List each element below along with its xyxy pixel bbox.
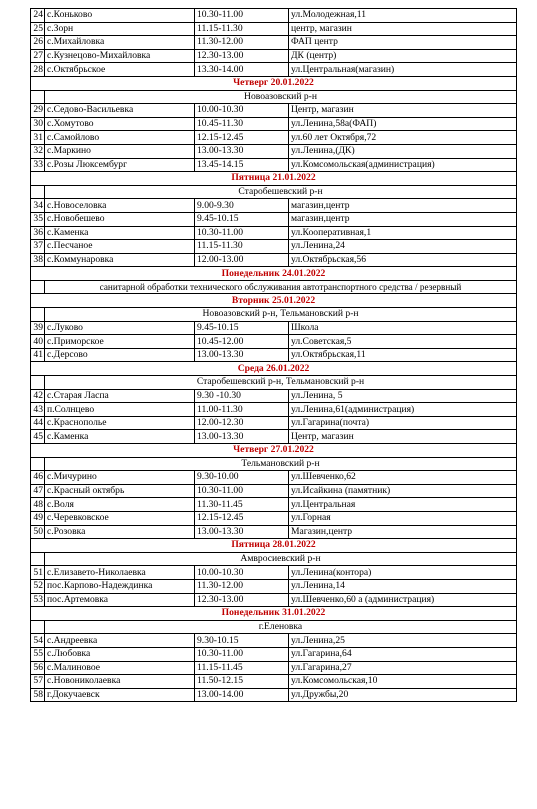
place-cell: с.Малиновое xyxy=(45,661,195,675)
time-cell: 9.30 -10.30 xyxy=(195,389,289,403)
place-cell: пос.Артемовка xyxy=(45,593,195,607)
place-cell: с.Новобешево xyxy=(45,212,195,226)
time-cell: 13.30-14.00 xyxy=(195,63,289,77)
place-cell: с.Розы Люксембург xyxy=(45,158,195,172)
address-cell: Центр, магазин xyxy=(289,430,517,444)
table-row xyxy=(31,117,517,131)
time-cell: 11.15-11.30 xyxy=(195,240,289,254)
time-cell: 9.30-10.15 xyxy=(195,634,289,648)
place-cell: с.Андреевка xyxy=(45,634,195,648)
time-cell: 10.30-11.00 xyxy=(195,226,289,240)
address-cell: Магазин,центр xyxy=(289,525,517,539)
table-row xyxy=(31,389,517,403)
table-row xyxy=(31,131,517,145)
place-cell: с.Октябрьское xyxy=(45,63,195,77)
time-cell: 9.00-9.30 xyxy=(195,199,289,213)
time-cell: 9.45-10.15 xyxy=(195,212,289,226)
address-cell: ул.Центральная(магазин) xyxy=(289,63,517,77)
note-row xyxy=(31,280,517,294)
region-name: Тельмановский р-н xyxy=(45,457,517,471)
table-row xyxy=(31,647,517,661)
place-cell: г.Докучаевск xyxy=(45,688,195,702)
day-header-row xyxy=(31,444,517,458)
time-cell: 11.00-11.30 xyxy=(195,403,289,417)
time-cell: 10.00-10.30 xyxy=(195,566,289,580)
blank-number-cell xyxy=(31,185,45,199)
time-cell: 13.00-13.30 xyxy=(195,348,289,362)
row-number: 32 xyxy=(31,144,45,158)
time-cell: 13.00-13.30 xyxy=(195,430,289,444)
address-cell: ул.Исайкина (памятник) xyxy=(289,484,517,498)
table-row xyxy=(31,661,517,675)
address-cell: ул.Советская,5 xyxy=(289,335,517,349)
row-number: 38 xyxy=(31,253,45,267)
time-cell: 13.45-14.15 xyxy=(195,158,289,172)
time-cell: 9.30-10.00 xyxy=(195,471,289,485)
row-number: 28 xyxy=(31,63,45,77)
row-number: 52 xyxy=(31,579,45,593)
time-cell: 10.30-11.00 xyxy=(195,9,289,23)
address-cell: ул.Ленина,25 xyxy=(289,634,517,648)
address-cell: ул.Октябрьская,11 xyxy=(289,348,517,362)
address-cell: ул.Ленина, 5 xyxy=(289,389,517,403)
day-header: Вторник 25.01.2022 xyxy=(31,294,517,308)
time-cell: 11.50-12.15 xyxy=(195,675,289,689)
table-row xyxy=(31,688,517,702)
row-number: 31 xyxy=(31,131,45,145)
table-row xyxy=(31,566,517,580)
place-cell: с.Михайловка xyxy=(45,36,195,50)
region-name: г.Еленовка xyxy=(45,620,517,634)
place-cell: с.Черевковское xyxy=(45,511,195,525)
time-cell: 12.15-12.45 xyxy=(195,511,289,525)
address-cell: ул.Комсомольская,10 xyxy=(289,675,517,689)
schedule-table-body xyxy=(31,9,517,702)
place-cell: с.Хомутово xyxy=(45,117,195,131)
time-cell: 10.00-10.30 xyxy=(195,104,289,118)
blank-number-cell xyxy=(31,376,45,390)
address-cell: ул.Ленина,58а(ФАП) xyxy=(289,117,517,131)
time-cell: 13.00-13.30 xyxy=(195,144,289,158)
table-row xyxy=(31,525,517,539)
address-cell: центр, магазин xyxy=(289,22,517,36)
address-cell: ул.60 лет Октября,72 xyxy=(289,131,517,145)
time-cell: 12.30-13.00 xyxy=(195,49,289,63)
table-row xyxy=(31,9,517,23)
row-number: 37 xyxy=(31,240,45,254)
time-cell: 12.30-13.00 xyxy=(195,593,289,607)
region-header-row xyxy=(31,620,517,634)
row-number: 44 xyxy=(31,416,45,430)
address-cell: магазин,центр xyxy=(289,212,517,226)
address-cell: ул.Ленина,61(администрация) xyxy=(289,403,517,417)
row-number: 51 xyxy=(31,566,45,580)
blank-number-cell xyxy=(31,308,45,322)
time-cell: 9.45-10.15 xyxy=(195,321,289,335)
place-cell: с.Краснополье xyxy=(45,416,195,430)
day-header: Понедельник 31.01.2022 xyxy=(31,607,517,621)
row-number: 36 xyxy=(31,226,45,240)
time-cell: 10.30-11.00 xyxy=(195,484,289,498)
place-cell: с.Самойлово xyxy=(45,131,195,145)
address-cell: Центр, магазин xyxy=(289,104,517,118)
region-header-row xyxy=(31,552,517,566)
table-row xyxy=(31,63,517,77)
address-cell: ул.Комсомольская(администрация) xyxy=(289,158,517,172)
day-header: Четверг 20.01.2022 xyxy=(31,76,517,90)
table-row xyxy=(31,158,517,172)
place-cell: с.Дерсово xyxy=(45,348,195,362)
region-name: Старобешевский р-н, Тельмановский р-н xyxy=(45,376,517,390)
place-cell: с.Мичурино xyxy=(45,471,195,485)
row-number: 34 xyxy=(31,199,45,213)
time-cell: 10.30-11.00 xyxy=(195,647,289,661)
place-cell: с.Старая Ласпа xyxy=(45,389,195,403)
time-cell: 11.15-11.30 xyxy=(195,22,289,36)
time-cell: 11.30-12.00 xyxy=(195,579,289,593)
address-cell: ул.Гагарина,64 xyxy=(289,647,517,661)
day-header: Пятница 21.01.2022 xyxy=(31,172,517,186)
table-row xyxy=(31,36,517,50)
address-cell: ул.Шевченко,62 xyxy=(289,471,517,485)
place-cell: п.Солнцево xyxy=(45,403,195,417)
region-header-row xyxy=(31,185,517,199)
place-cell: с.Новониколаевка xyxy=(45,675,195,689)
time-cell: 11.30-12.00 xyxy=(195,36,289,50)
place-cell: с.Седово-Васильевка xyxy=(45,104,195,118)
table-row xyxy=(31,511,517,525)
row-number: 46 xyxy=(31,471,45,485)
table-row xyxy=(31,22,517,36)
row-number: 42 xyxy=(31,389,45,403)
place-cell: с.Коньково xyxy=(45,9,195,23)
table-row xyxy=(31,144,517,158)
note-text: санитарной обработки технического обслуживания автотранспортного средства / резервный xyxy=(45,280,517,294)
place-cell: пос.Карпово-Надеждинка xyxy=(45,579,195,593)
blank-number-cell xyxy=(31,90,45,104)
row-number: 26 xyxy=(31,36,45,50)
table-row xyxy=(31,593,517,607)
place-cell: с.Каменка xyxy=(45,430,195,444)
table-row xyxy=(31,634,517,648)
address-cell: ул.Ленина,14 xyxy=(289,579,517,593)
address-cell: ФАП центр xyxy=(289,36,517,50)
day-header: Среда 26.01.2022 xyxy=(31,362,517,376)
place-cell: с.Зорн xyxy=(45,22,195,36)
row-number: 27 xyxy=(31,49,45,63)
time-cell: 11.15-11.45 xyxy=(195,661,289,675)
day-header-row xyxy=(31,362,517,376)
address-cell: магазин,центр xyxy=(289,199,517,213)
region-header-row xyxy=(31,376,517,390)
place-cell: с.Любовка xyxy=(45,647,195,661)
region-name: Новоазовский р-н xyxy=(45,90,517,104)
table-row xyxy=(31,498,517,512)
table-row xyxy=(31,430,517,444)
address-cell: ул.Октябрьская,56 xyxy=(289,253,517,267)
day-header-row xyxy=(31,539,517,553)
day-header: Пятница 28.01.2022 xyxy=(31,539,517,553)
table-row xyxy=(31,416,517,430)
address-cell: ДК (центр) xyxy=(289,49,517,63)
day-header: Понедельник 24.01.2022 xyxy=(31,267,517,281)
address-cell: ул.Гагарина(почта) xyxy=(289,416,517,430)
table-row xyxy=(31,212,517,226)
address-cell: ул.Ленина,(ДК) xyxy=(289,144,517,158)
region-header-row xyxy=(31,90,517,104)
schedule-table xyxy=(30,8,517,702)
table-row xyxy=(31,403,517,417)
place-cell: с.Песчаное xyxy=(45,240,195,254)
table-row xyxy=(31,240,517,254)
row-number: 35 xyxy=(31,212,45,226)
row-number: 45 xyxy=(31,430,45,444)
table-row xyxy=(31,579,517,593)
region-name: Старобешевский р-н xyxy=(45,185,517,199)
place-cell: с.Коммунаровка xyxy=(45,253,195,267)
place-cell: с.Елизавето-Николаевка xyxy=(45,566,195,580)
day-header-row xyxy=(31,76,517,90)
time-cell: 12.00-13.00 xyxy=(195,253,289,267)
table-row xyxy=(31,471,517,485)
row-number: 43 xyxy=(31,403,45,417)
time-cell: 12.00-12.30 xyxy=(195,416,289,430)
blank-number-cell xyxy=(31,620,45,634)
region-name: Новоазовский р-н, Тельмановский р-н xyxy=(45,308,517,322)
row-number: 40 xyxy=(31,335,45,349)
table-row xyxy=(31,199,517,213)
table-row xyxy=(31,348,517,362)
row-number: 25 xyxy=(31,22,45,36)
row-number: 55 xyxy=(31,647,45,661)
time-cell: 12.15-12.45 xyxy=(195,131,289,145)
row-number: 48 xyxy=(31,498,45,512)
place-cell: с.Луково xyxy=(45,321,195,335)
day-header-row xyxy=(31,267,517,281)
table-row xyxy=(31,226,517,240)
blank-number-cell xyxy=(31,552,45,566)
table-row xyxy=(31,335,517,349)
place-cell: с.Кузнецово-Михайловка xyxy=(45,49,195,63)
row-number: 57 xyxy=(31,675,45,689)
row-number: 24 xyxy=(31,9,45,23)
place-cell: с.Каменка xyxy=(45,226,195,240)
row-number: 49 xyxy=(31,511,45,525)
blank-number-cell xyxy=(31,457,45,471)
time-cell: 10.45-11.30 xyxy=(195,117,289,131)
day-header-row xyxy=(31,607,517,621)
place-cell: с.Маркино xyxy=(45,144,195,158)
address-cell: ул.Дружбы,20 xyxy=(289,688,517,702)
table-row xyxy=(31,321,517,335)
region-header-row xyxy=(31,308,517,322)
row-number: 50 xyxy=(31,525,45,539)
row-number: 53 xyxy=(31,593,45,607)
address-cell: ул.Гагарина,27 xyxy=(289,661,517,675)
table-row xyxy=(31,675,517,689)
address-cell: ул.Шевченко,60 а (администрация) xyxy=(289,593,517,607)
time-cell: 13.00-14.00 xyxy=(195,688,289,702)
address-cell: ул.Ленина,24 xyxy=(289,240,517,254)
table-row xyxy=(31,49,517,63)
row-number: 39 xyxy=(31,321,45,335)
row-number: 58 xyxy=(31,688,45,702)
address-cell: ул.Горная xyxy=(289,511,517,525)
region-header-row xyxy=(31,457,517,471)
schedule-document xyxy=(30,8,517,702)
day-header-row xyxy=(31,294,517,308)
row-number: 54 xyxy=(31,634,45,648)
table-row xyxy=(31,104,517,118)
row-number: 30 xyxy=(31,117,45,131)
address-cell: ул.Кооперативная,1 xyxy=(289,226,517,240)
blank-number-cell xyxy=(31,280,45,294)
table-row xyxy=(31,253,517,267)
row-number: 56 xyxy=(31,661,45,675)
day-header-row xyxy=(31,172,517,186)
row-number: 47 xyxy=(31,484,45,498)
time-cell: 11.30-11.45 xyxy=(195,498,289,512)
place-cell: с.Приморское xyxy=(45,335,195,349)
row-number: 41 xyxy=(31,348,45,362)
time-cell: 10.45-12.00 xyxy=(195,335,289,349)
row-number: 29 xyxy=(31,104,45,118)
place-cell: с.Воля xyxy=(45,498,195,512)
place-cell: с.Розовка xyxy=(45,525,195,539)
address-cell: ул.Центральная xyxy=(289,498,517,512)
day-header: Четверг 27.01.2022 xyxy=(31,444,517,458)
place-cell: с.Новоселовка xyxy=(45,199,195,213)
address-cell: Школа xyxy=(289,321,517,335)
row-number: 33 xyxy=(31,158,45,172)
address-cell: ул.Ленина(контора) xyxy=(289,566,517,580)
table-row xyxy=(31,484,517,498)
address-cell: ул.Молодежная,11 xyxy=(289,9,517,23)
region-name: Амвросиевский р-н xyxy=(45,552,517,566)
place-cell: с.Красный октябрь xyxy=(45,484,195,498)
time-cell: 13.00-13.30 xyxy=(195,525,289,539)
